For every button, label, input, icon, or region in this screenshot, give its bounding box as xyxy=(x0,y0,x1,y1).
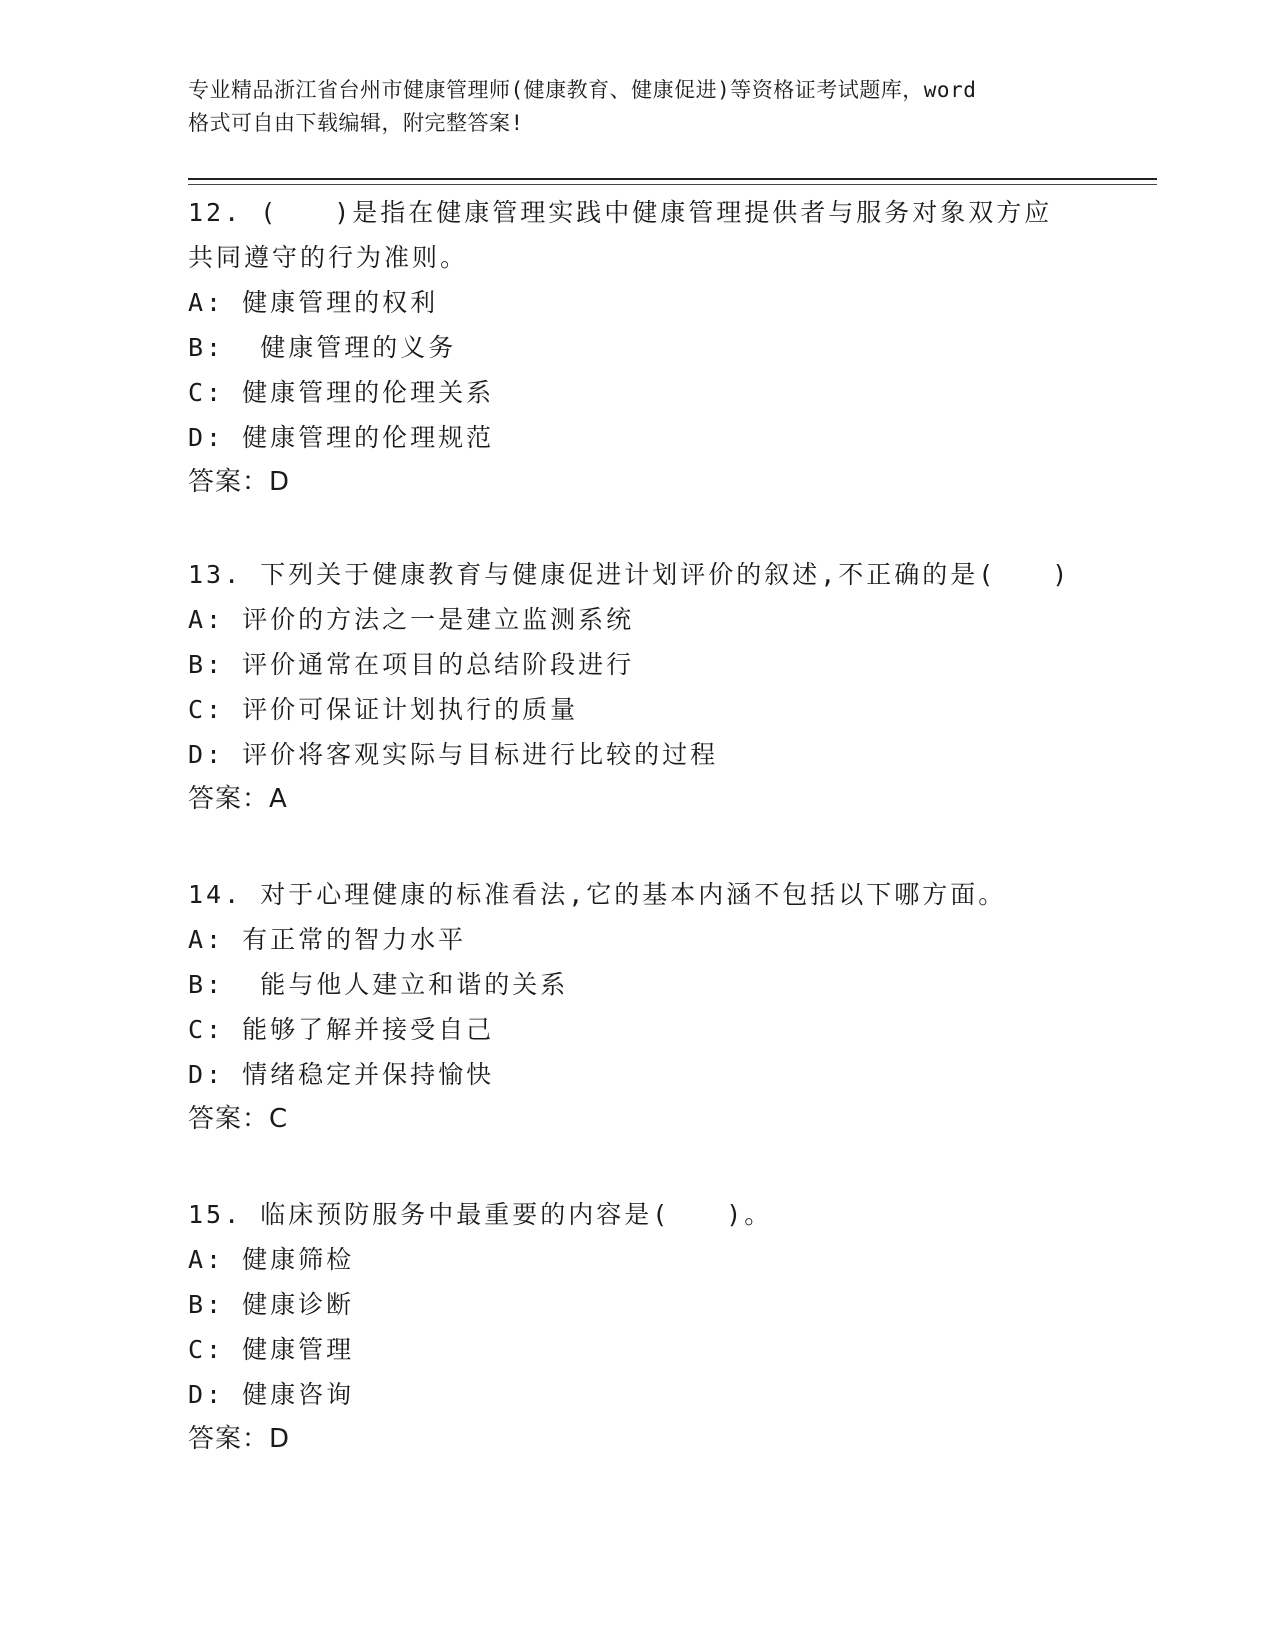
question-stem: 14. 对于心理健康的标准看法,它的基本内涵不包括以下哪方面。 xyxy=(188,880,1007,909)
option-b: B: 能与他人建立和谐的关系 xyxy=(188,970,569,999)
answer: 答案：D xyxy=(188,1424,291,1454)
header-divider-thick xyxy=(188,178,1157,180)
header-divider-thin xyxy=(188,184,1157,185)
option-b: B: 健康管理的义务 xyxy=(188,333,457,362)
header-line-2: 格式可自由下载编辑，附完整答案! xyxy=(188,111,524,135)
option-a: A: 有正常的智力水平 xyxy=(188,925,467,954)
question-13 xyxy=(188,552,1088,822)
option-d: D: 评价将客观实际与目标进行比较的过程 xyxy=(188,740,719,769)
option-d: D: 情绪稳定并保持愉快 xyxy=(188,1060,495,1089)
question-stem: 12. ( )是指在健康管理实践中健康管理提供者与服务对象双方应 xyxy=(188,198,1053,227)
option-a: A: 健康筛检 xyxy=(188,1245,355,1274)
option-b: B: 健康诊断 xyxy=(188,1290,355,1319)
question-14 xyxy=(188,872,1088,1142)
answer: 答案：A xyxy=(188,784,288,814)
question-stem: 15. 临床预防服务中最重要的内容是( )。 xyxy=(188,1200,773,1229)
answer: 答案：C xyxy=(188,1104,289,1134)
option-d: D: 健康管理的伦理规范 xyxy=(188,423,495,452)
option-a: A: 健康管理的权利 xyxy=(188,288,439,317)
option-d: D: 健康咨询 xyxy=(188,1380,355,1409)
question-12 xyxy=(188,190,1088,505)
question-stem-continued: 共同遵守的行为准则。 xyxy=(188,243,469,272)
header-line-1: 专业精品浙江省台州市健康管理师(健康教育、健康促进)等资格证考试题库，word xyxy=(188,78,977,102)
question-stem: 13. 下列关于健康教育与健康促进计划评价的叙述,不正确的是( ) xyxy=(188,560,1071,589)
document-header xyxy=(188,74,1088,140)
option-a: A: 评价的方法之一是建立监测系统 xyxy=(188,605,635,634)
option-c: C: 健康管理的伦理关系 xyxy=(188,378,495,407)
option-c: C: 评价可保证计划执行的质量 xyxy=(188,695,579,724)
answer: 答案：D xyxy=(188,467,291,497)
option-c: C: 健康管理 xyxy=(188,1335,355,1364)
question-15 xyxy=(188,1192,1088,1462)
option-c: C: 能够了解并接受自己 xyxy=(188,1015,495,1044)
option-b: B: 评价通常在项目的总结阶段进行 xyxy=(188,650,635,679)
